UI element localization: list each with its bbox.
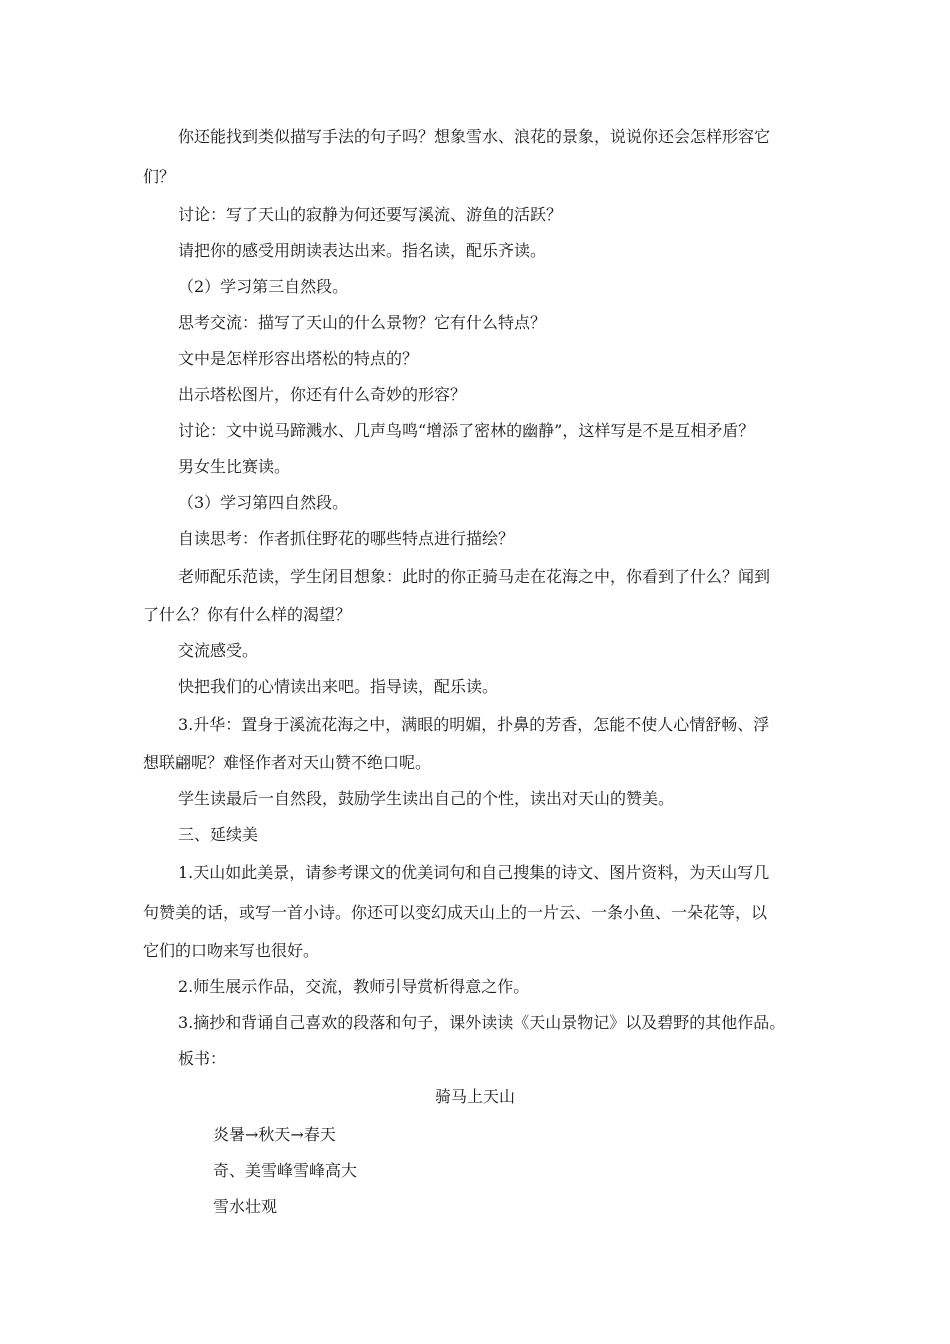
board-title: 骑马上天山 [434, 1087, 515, 1106]
paragraph-line: 快把我们的心情读出来吧。指导读，配乐读。 [178, 677, 499, 696]
paragraph-line: 讨论：文中说马蹄溅水、几声鸟鸣“增添了密林的幽静”，这样写是不是互相矛盾？ [178, 421, 755, 440]
paragraph-line: 请把你的感受用朗读表达出来。指名读，配乐齐读。 [178, 241, 547, 260]
paragraph-line: 2.师生展示作品，交流，教师引导赏析得意之作。 [178, 977, 530, 996]
paragraph-line: 了什么？你有什么样的渴望？ [143, 605, 352, 624]
paragraph-line: 讨论：写了天山的寂静为何还要写溪流、游鱼的活跃？ [178, 205, 563, 224]
paragraph-line: 它们的口吻来写也很好。 [143, 941, 320, 960]
paragraph-line: 学生读最后一自然段，鼓励学生读出自己的个性，读出对天山的赞美。 [178, 789, 675, 808]
paragraph-line: 自读思考：作者抓住野花的哪些特点进行描绘？ [178, 529, 515, 548]
section-heading: 三、延续美 [178, 825, 259, 844]
paragraph-line: 你还能找到类似描写手法的句子吗？想象雪水、浪花的景象，说说你还会怎样形容它 [178, 127, 771, 146]
board-line: 炎暑→秋天→春天 [213, 1125, 336, 1144]
paragraph-line: 交流感受。 [178, 641, 259, 660]
paragraph-line: （3）学习第四自然段。 [178, 493, 349, 512]
paragraph-line: 思考交流：描写了天山的什么景物？它有什么特点？ [178, 313, 547, 332]
paragraph-line: 3.摘抄和背诵自己喜欢的段落和句子，课外读读《天山景物记》以及碧野的其他作品。 [178, 1013, 786, 1032]
paragraph-line: 句赞美的话，或写一首小诗。你还可以变幻成天山上的一片云、一条小鱼、一朵花等，以 [143, 903, 768, 922]
paragraph-line: 1.天山如此美景，请参考课文的优美词句和自己搜集的诗文、图片资料，为天山写几 [178, 863, 770, 882]
paragraph-line: 想联翩呢？难怪作者对天山赞不绝口呢。 [143, 753, 432, 772]
paragraph-line: 们？ [143, 167, 176, 186]
paragraph-line: 男女生比赛读。 [178, 457, 291, 476]
paragraph-line: 出示塔松图片，你还有什么奇妙的形容？ [178, 385, 467, 404]
paragraph-line: 文中是怎样形容出塔松的特点的？ [178, 349, 419, 368]
board-line: 奇、美雪峰雪峰高大 [213, 1161, 358, 1180]
paragraph-line: （2）学习第三自然段。 [178, 277, 349, 296]
board-label: 板书： [178, 1049, 227, 1068]
paragraph-line: 老师配乐范读，学生闭目想象：此时的你正骑马走在花海之中，你看到了什么？闻到 [178, 567, 771, 586]
paragraph-line: 3.升华：置身于溪流花海之中，满眼的明媚，扑鼻的芳香，怎能不使人心情舒畅、浮 [178, 715, 770, 734]
board-line: 雪水壮观 [213, 1197, 278, 1216]
